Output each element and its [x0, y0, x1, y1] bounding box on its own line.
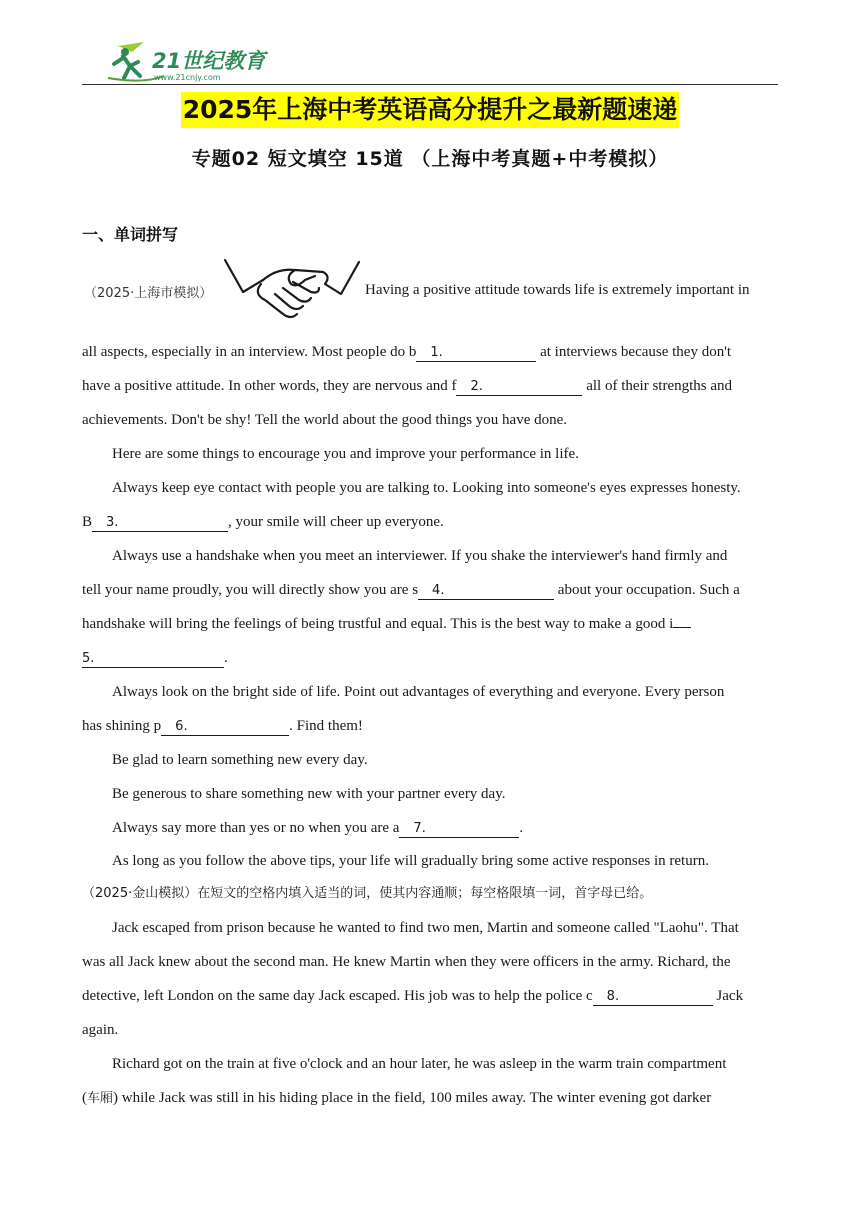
- document-title-wrap: [0, 92, 860, 128]
- passage1-line: Be generous to share something new with your partner every day.: [112, 786, 506, 802]
- passage1-line: Here are some things to encourage you and improve your performance in life.: [112, 446, 579, 462]
- text-run: all aspects, especially in an interview. Most people do b: [82, 344, 417, 360]
- passage1-line: [112, 818, 523, 838]
- text-run: detective, left London on the same day Jack escaped. His job was to help the police c: [82, 988, 593, 1004]
- blank-5[interactable]: 5.: [82, 651, 224, 668]
- passage1-line: Always keep eye contact with people you are talking to. Looking into someone's eyes expresses honesty.: [112, 480, 741, 496]
- text-run: Jack: [712, 988, 744, 1004]
- logo-url: www.21cnjy.com: [154, 73, 221, 82]
- blank-4[interactable]: 4.: [418, 583, 554, 600]
- text-run: about your occupation. Such a: [554, 582, 740, 598]
- document-title: 2025年上海中考英语高分提升之最新题速递: [181, 92, 680, 128]
- text-run: all of their strengths and: [582, 378, 733, 394]
- passage2-line: Richard got on the train at five o'clock and an hour later, he was asleep in the warm train compartment: [112, 1056, 727, 1072]
- blank-2[interactable]: 2.: [456, 379, 582, 396]
- passage1-line: achievements. Don't be shy! Tell the world about the good things you have done.: [82, 412, 568, 428]
- text-run: has shining p: [82, 718, 162, 734]
- text-run: (: [82, 1090, 87, 1106]
- passage2-line: again.: [82, 1022, 119, 1038]
- passage1-source: （2025·上海市模拟）: [84, 286, 213, 301]
- passage1-line: [82, 512, 444, 532]
- passage1-line: Be glad to learn something new every day.: [112, 752, 368, 768]
- passage1-line: [82, 580, 740, 600]
- text-run: B: [82, 514, 93, 530]
- site-logo: [104, 38, 274, 84]
- text-run: ) while Jack was still in his hiding place in the field, 100 miles away. The winter evening got darker: [113, 1090, 712, 1106]
- logo-wordmark: 21世纪教育: [152, 49, 266, 73]
- text-run: Always say more than yes or no when you are a: [112, 820, 400, 836]
- passage1-line: [82, 614, 691, 634]
- passage2-line: [82, 986, 743, 1006]
- text-run: .: [519, 820, 524, 836]
- passage2-line: was all Jack knew about the second man. He knew Martin when they were officers in the army. Richard, the: [82, 954, 731, 970]
- header-divider: [82, 84, 778, 85]
- passage1-line: [82, 716, 363, 736]
- passage1-line: [82, 648, 228, 668]
- passage1-line: Always look on the bright side of life. Point out advantages of everything and everyone. Every person: [112, 684, 725, 700]
- text-run: at interviews because they don't: [536, 344, 732, 360]
- text-run: have a positive attitude. In other words, they are nervous and f: [82, 378, 457, 394]
- blank-5-start[interactable]: [673, 627, 691, 628]
- text-run: 车厢: [87, 1091, 114, 1106]
- handshake-illustration: [223, 254, 361, 326]
- passage2-source: （2025·金山模拟）在短文的空格内填入适当的词，使其内容通顺；每空格限填一词，首字母已给。: [82, 886, 653, 901]
- text-run: , your smile will cheer up everyone.: [228, 514, 444, 530]
- text-run: . Find them!: [289, 718, 363, 734]
- passage1-line: [82, 376, 732, 396]
- passage1-line: [82, 342, 731, 362]
- blank-7[interactable]: 7.: [399, 821, 519, 838]
- blank-3[interactable]: 3.: [92, 515, 228, 532]
- blank-1[interactable]: 1.: [416, 345, 536, 362]
- blank-8[interactable]: 8.: [593, 989, 713, 1006]
- passage1-line: Having a positive attitude towards life is extremely important in: [365, 282, 750, 298]
- passage1-line: As long as you follow the above tips, your life will gradually bring some active responses in return.: [112, 853, 709, 869]
- text-run: tell your name proudly, you will directly show you are s: [82, 582, 419, 598]
- section-heading: 一、单词拼写: [82, 225, 179, 244]
- passage1-line: Always use a handshake when you meet an interviewer. If you shake the interviewer's hand firmly and: [112, 548, 728, 564]
- text-run: .: [224, 650, 228, 666]
- passage2-line: Jack escaped from prison because he wanted to find two men, Martin and someone called "Laohu". That: [112, 920, 739, 936]
- passage2-line: [82, 1088, 711, 1109]
- blank-6[interactable]: 6.: [161, 719, 289, 736]
- document-subtitle: 专题02 短文填空 15道 （上海中考真题+中考模拟）: [191, 148, 669, 170]
- text-run: handshake will bring the feelings of being trustful and equal. This is the best way to make a good i: [82, 616, 674, 632]
